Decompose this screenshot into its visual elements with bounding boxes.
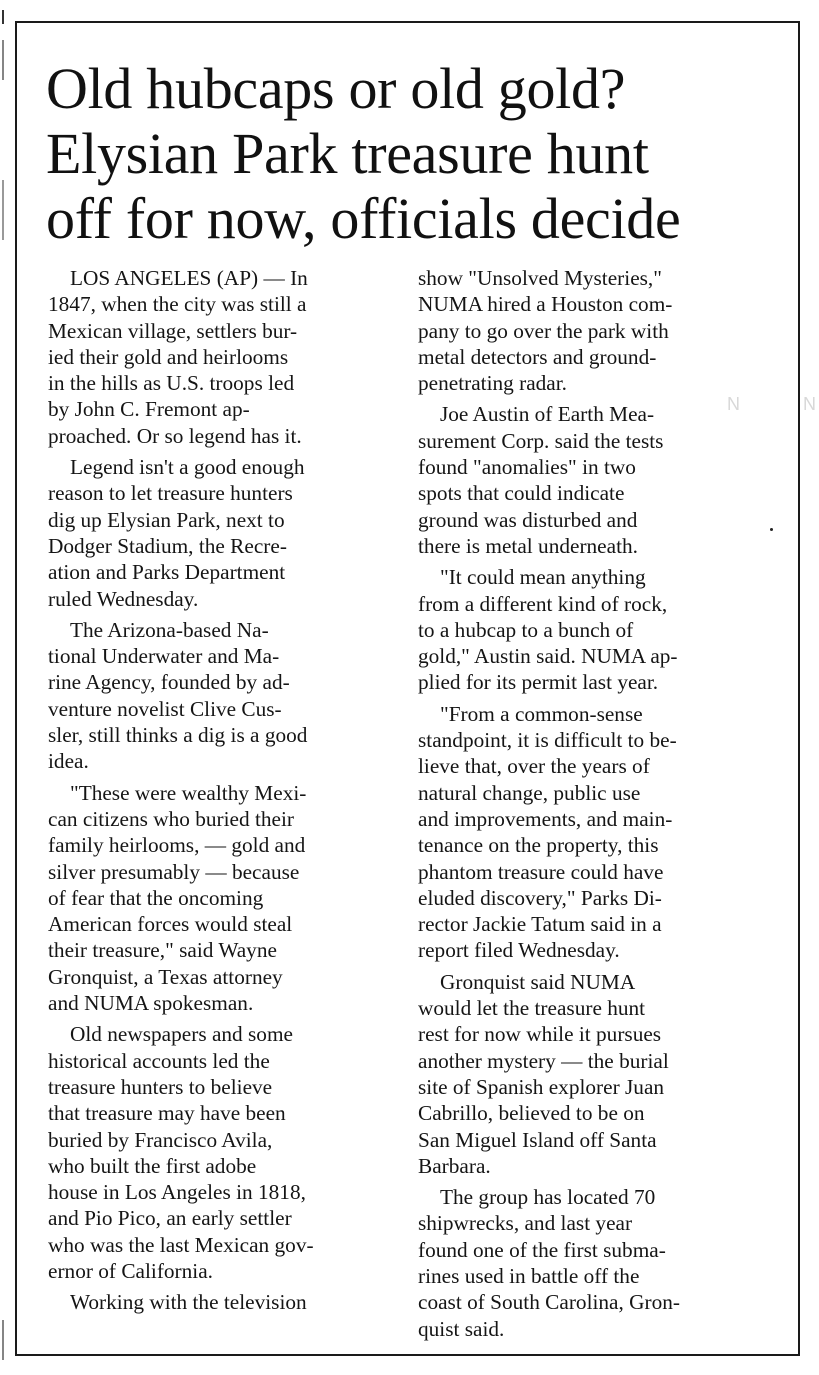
- article-text-line: who was the last Mexican gov-: [48, 1232, 314, 1257]
- article-text-line: LOS ANGELES (AP) — In: [70, 266, 308, 290]
- article-text-line: and NUMA spokesman.: [48, 991, 254, 1016]
- article-text-line: Gronquist said NUMA: [440, 969, 636, 994]
- article-text-line: Gronquist, a Texas attorney: [48, 964, 283, 989]
- article-text-line: American forces would steal: [48, 912, 293, 937]
- article-text-line: and Pio Pico, an early settler: [48, 1206, 292, 1231]
- article-text-line: and improvements, and main-: [418, 806, 673, 831]
- article-text-line: gold," Austin said. NUMA ap-: [418, 644, 678, 669]
- article-paragraph: [418, 701, 764, 964]
- article-text-line: Cabrillo, believed to be on: [418, 1101, 645, 1126]
- article-text-line: of fear that the oncoming: [48, 885, 264, 910]
- ink-speck: [770, 528, 773, 531]
- article-text-line: tional Underwater and Ma-: [48, 644, 280, 669]
- article-paragraph: [48, 265, 386, 449]
- article-text-line: Joe Austin of Earth Mea-: [440, 402, 655, 427]
- article-paragraph: [48, 1289, 386, 1315]
- article-text-line: by John C. Fremont ap-: [48, 397, 250, 422]
- article-text-line: buried by Francisco Avila,: [48, 1127, 273, 1152]
- article-paragraph: [48, 617, 386, 775]
- scan-edge-mark: [2, 10, 4, 24]
- article-text-line: Old newspapers and some: [70, 1022, 293, 1047]
- article-text-line: another mystery — the burial: [418, 1048, 669, 1073]
- article-text-line: San Miguel Island off Santa: [418, 1127, 657, 1152]
- article-text-line: spots that could indicate: [418, 481, 625, 506]
- article-text-line: coast of South Carolina, Gron-: [418, 1290, 681, 1315]
- faint-watermark-letter: N: [803, 394, 816, 414]
- article-paragraph: [48, 454, 386, 612]
- article-text-line: house in Los Angeles in 1818,: [48, 1180, 306, 1205]
- article-paragraph: [418, 969, 764, 1179]
- article-text-line: phantom treasure could have: [418, 859, 664, 884]
- article-text-line: NUMA hired a Houston com-: [418, 292, 673, 317]
- article-text-line: 1847, when the city was still a: [48, 292, 307, 317]
- article-text-line: ground was disturbed and: [418, 507, 638, 532]
- article-text-line: found one of the first subma-: [418, 1237, 666, 1262]
- article-paragraph: [48, 780, 386, 1017]
- article-text-line: rines used in battle off the: [418, 1263, 640, 1288]
- article-text-line: there is metal underneath.: [418, 533, 638, 558]
- article-text-line: silver presumably — because: [48, 859, 300, 884]
- article-text-line: quist said.: [418, 1316, 505, 1341]
- article-text-line: dig up Elysian Park, next to: [48, 507, 285, 532]
- article-text-line: standpoint, it is difficult to be-: [418, 728, 677, 753]
- article-text-line: who built the first adobe: [48, 1153, 257, 1178]
- article-text-line: rest for now while it pursues: [418, 1022, 662, 1047]
- article-text-line: in the hills as U.S. troops led: [48, 371, 295, 396]
- article-text-line: The group has located 70: [440, 1185, 656, 1210]
- article-text-line: idea.: [48, 749, 89, 774]
- article-column-left: [48, 265, 386, 1316]
- scan-edge-mark: [2, 40, 4, 80]
- article-text-line: venture novelist Clive Cus-: [48, 696, 282, 721]
- headline-line: Elysian Park treasure hunt: [46, 121, 649, 186]
- article-text-line: reason to let treasure hunters: [48, 481, 293, 506]
- article-text-line: Barbara.: [418, 1153, 491, 1178]
- article-text-line: Legend isn't a good enough: [70, 455, 305, 480]
- article-text-line: can citizens who buried their: [48, 806, 295, 831]
- article-text-line: rine Agency, founded by ad-: [48, 670, 290, 695]
- article-text-line: that treasure may have been: [48, 1101, 286, 1126]
- article-text-line: "It could mean anything: [440, 565, 646, 590]
- article-text-line: ied their gold and heirlooms: [48, 344, 289, 369]
- article-text-line: Mexican village, settlers bur-: [48, 318, 298, 343]
- article-text-line: site of Spanish explorer Juan: [418, 1074, 665, 1099]
- article-text-line: family heirlooms, — gold and: [48, 833, 306, 858]
- article-text-line: "From a common-sense: [440, 701, 643, 726]
- article-text-line: sler, still thinks a dig is a good: [48, 723, 308, 748]
- article-text-line: Working with the television: [70, 1290, 307, 1315]
- article-text-line: to a hubcap to a bunch of: [418, 617, 634, 642]
- article-text-line: ernor of California.: [48, 1258, 213, 1283]
- article-text-line: ruled Wednesday.: [48, 586, 199, 611]
- article-text-line: lieve that, over the years of: [418, 754, 650, 779]
- article-text-line: historical accounts led the: [48, 1048, 270, 1073]
- article-text-line: Dodger Stadium, the Recre-: [48, 533, 287, 558]
- article-text-line: rector Jackie Tatum said in a: [418, 912, 662, 937]
- article-text-line: shipwrecks, and last year: [418, 1211, 633, 1236]
- headline: [46, 56, 776, 251]
- article-text-line: metal detectors and ground-: [418, 344, 657, 369]
- article-text-line: show "Unsolved Mysteries,": [418, 266, 662, 290]
- article-paragraph: [418, 401, 764, 559]
- article-text-line: report filed Wednesday.: [418, 938, 620, 963]
- article-text-line: treasure hunters to believe: [48, 1074, 273, 1099]
- article-text-line: their treasure," said Wayne: [48, 938, 277, 963]
- article-text-line: pany to go over the park with: [418, 318, 669, 343]
- scan-edge-mark: [2, 180, 4, 240]
- article-text-line: eluded discovery," Parks Di-: [418, 885, 662, 910]
- article-text-line: The Arizona-based Na-: [70, 617, 269, 642]
- article-paragraph: [418, 1184, 764, 1342]
- headline-line: Old hubcaps or old gold?: [46, 56, 626, 121]
- article-text-line: would let the treasure hunt: [418, 996, 646, 1021]
- article-text-line: "These were wealthy Mexi-: [70, 780, 307, 805]
- faint-watermark-letter: N: [727, 394, 740, 414]
- article-column-right: [418, 265, 764, 1342]
- article-paragraph: [418, 564, 764, 695]
- article-text-line: penetrating radar.: [418, 371, 568, 396]
- article-text-line: from a different kind of rock,: [418, 591, 668, 616]
- article-paragraph: [418, 265, 764, 396]
- headline-line: off for now, officials decide: [46, 186, 681, 251]
- article-text-line: surement Corp. said the tests: [418, 428, 664, 453]
- article-text-line: found "anomalies" in two: [418, 455, 636, 480]
- article-text-line: plied for its permit last year.: [418, 670, 659, 695]
- article-text-line: tenance on the property, this: [418, 833, 659, 858]
- scan-edge-mark: [2, 1320, 4, 1360]
- article-text-line: natural change, public use: [418, 780, 641, 805]
- article-text-line: ation and Parks Department: [48, 560, 286, 585]
- article-text-line: proached. Or so legend has it.: [48, 423, 302, 448]
- article-paragraph: [48, 1021, 386, 1284]
